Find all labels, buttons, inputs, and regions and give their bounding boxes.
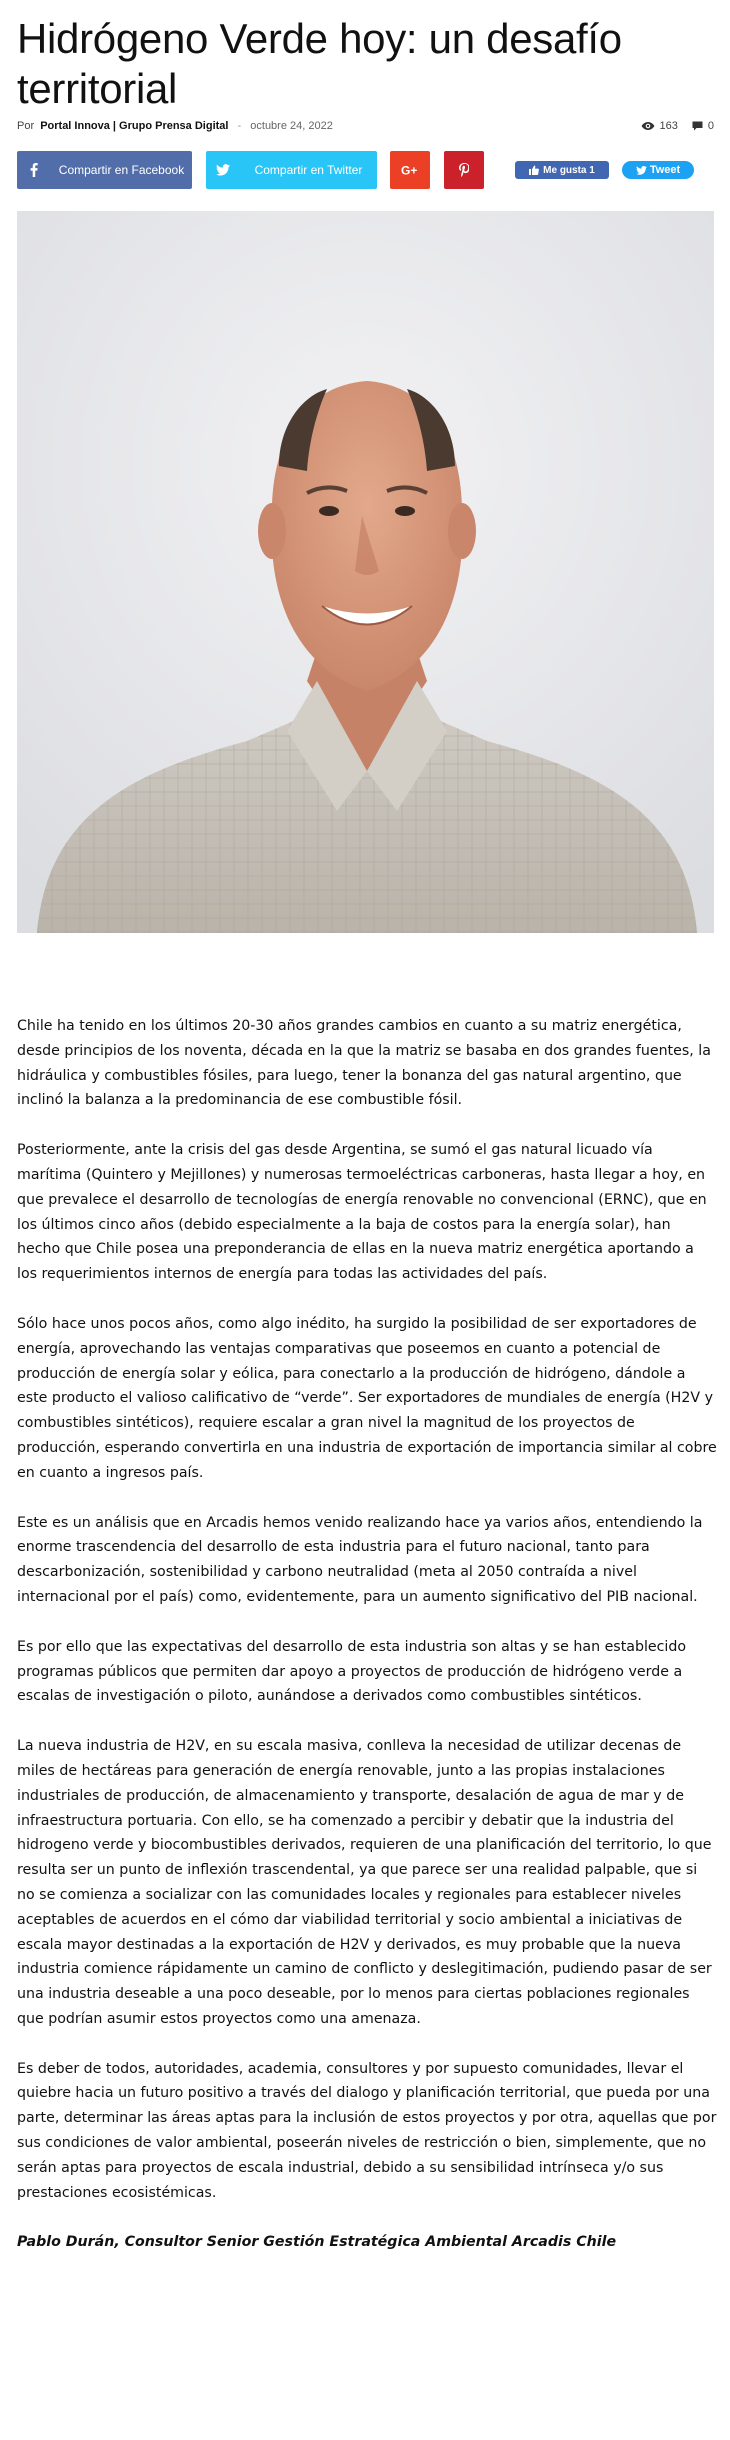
author-signature: Pablo Durán, Consultor Senior Gestión Estratégica Ambiental Arcadis Chile xyxy=(17,2234,617,2251)
facebook-like-button[interactable] xyxy=(515,161,609,179)
share-facebook-label: Compartir en Facebook xyxy=(58,163,185,177)
by-label: Por xyxy=(17,120,35,132)
article-meta xyxy=(17,118,714,134)
views-count xyxy=(641,118,678,134)
svg-text:G+: G+ xyxy=(401,164,418,176)
share-googleplus-button[interactable] xyxy=(390,151,430,189)
portrait-illustration xyxy=(17,211,714,933)
google-plus-icon xyxy=(390,151,430,189)
publish-date: octubre 24, 2022 xyxy=(250,120,333,132)
like-label: Me gusta 1 xyxy=(543,164,595,176)
paragraph: Es por ello que las expectativas del desarrollo de esta industria son altas y se han establecido programas públicos que permiten dar apoyo a proyectos de producción de hidrógeno verde a escalas de investigación o piloto, aunándose a derivados como combustibles sintéticos. xyxy=(17,1638,687,1705)
article-title: Hidrógeno Verde hoy: un desafío territorial xyxy=(17,15,622,112)
author-portrait-photo xyxy=(17,211,714,933)
share-twitter-label: Compartir en Twitter xyxy=(254,163,363,177)
comments-count[interactable] xyxy=(692,118,714,134)
article-body xyxy=(17,1014,717,2280)
share-twitter-button[interactable] xyxy=(206,151,377,189)
thumbs-up-icon xyxy=(529,165,539,175)
tweet-label: Tweet xyxy=(649,164,681,176)
paragraph: La nueva industria de H2V, en su escala masiva, conlleva la necesidad de utilizar decenas de miles de hectáreas para generación de energía renovable, junto a las propias instalaciones industriales de producción, de almacenamiento y transporte, desalación de agua de mar y de infraestructura portuaria. Con ello, se ha comenzado a percibir y debatir que la industria del hidrogeno verde y biocombustibles derivados, requieren de una planificación del territorio, lo que resulta ser un punto de inflexión trascendental, ya que parece ser una realidad palpable, que si no se comienza a socializar con las comunidades locales y regionales para establecer niveles aceptables de acuerdos en el cómo dar viabilidad territorial y socio ambiental a iniciativas de escala mayor destinadas a la exportación de H2V y derivados, es muy probable que la nueva industria comience rápidamente un camino de conflicto y deslegitimación, pudiendo pasar de ser una industria deseable a una poco deseable, por lo menos para ciertas poblaciones regionales que podrían asumir estos proyectos como una amenaza. xyxy=(17,1738,712,2027)
facebook-icon xyxy=(17,151,51,189)
eye-icon xyxy=(641,121,655,131)
meta-separator: - xyxy=(237,120,242,132)
twitter-bird-icon xyxy=(636,166,647,175)
paragraph: Este es un análisis que en Arcadis hemos venido realizando hace ya varios años, entendiendo la enorme trascendencia del desarrollo de esta industria para el futuro nacional, tanto para descarbonización, sostenibilidad y carbono neutralidad (meta al 2050 contraída a nivel internacional por el país) como, evidentemente, para un aumento significativo del PIB nacional. xyxy=(17,1514,703,1605)
views-value: 163 xyxy=(659,120,678,132)
pinterest-icon xyxy=(444,151,484,189)
paragraph: Chile ha tenido en los últimos 20-30 años grandes cambios en cuanto a su matriz energética, desde principios de los noventa, década en la que la matriz se basaba en dos grandes fuentes, la hidráulica y combustibles fósiles, para luego, tener la bonanza del gas natural argentino, que inclinó la balanza a la predominancia de ese combustible fósil. xyxy=(17,1018,711,1109)
twitter-icon xyxy=(206,151,240,189)
paragraph: Posteriormente, ante la crisis del gas desde Argentina, se sumó el gas natural licuado vía marítima (Quintero y Mejillones) y numerosas termoeléctricas carboneras, hasta llegar a hoy, en que prevalece el desarrollo de tecnologías de energía renovable no convencional (ERNC), que en los últimos cinco años (debido especialmente a la baja de costos para la energía solar), han hecho que Chile posea una preponderancia de ellas en la nueva matriz energética aportando a los requerimientos internos de energía para todas las actividades del país. xyxy=(17,1142,707,1283)
share-facebook-button[interactable] xyxy=(17,151,192,189)
paragraph: Sólo hace unos pocos años, como algo inédito, ha surgido la posibilidad de ser exportadores de energía, aprovechando las ventajas comparativas que poseemos en cuanto a potencial de producción de energía solar y eólica, para conectarlo a la producción de hidrógeno, dándole a este producto el valioso calificativo de “verde”. Ser exportadores de mundiales de energía (H2V y combustibles sintéticos), requiere escalar a gran nivel la magnitud de los proyectos de producción, esperando convertirla en una industria de exportación de importancia similar al cobre en cuanto a ingresos país. xyxy=(17,1315,717,1481)
paragraph: Es deber de todos, autoridades, academia, consultores y por supuesto comunidades, llevar el quiebre hacia un futuro positivo a través del dialogo y planificación territorial, que pueda por una parte, determinar las áreas aptas para la inclusión de estos proyectos y por otra, aquellas que por sus condiciones de valor ambiental, poseerán niveles de restricción o bien, simplemente, que no serán aptas para proyectos de escala industrial, debido a su sensibilidad intrínseca y/o sus prestaciones ecosistémicas. xyxy=(17,2060,717,2201)
comments-value: 0 xyxy=(707,120,714,132)
article-stats xyxy=(627,118,714,134)
author-link[interactable]: Portal Innova | Grupo Prensa Digital xyxy=(40,120,229,132)
comment-icon xyxy=(692,121,703,131)
share-pinterest-button[interactable] xyxy=(444,151,484,189)
tweet-button[interactable] xyxy=(622,161,694,179)
